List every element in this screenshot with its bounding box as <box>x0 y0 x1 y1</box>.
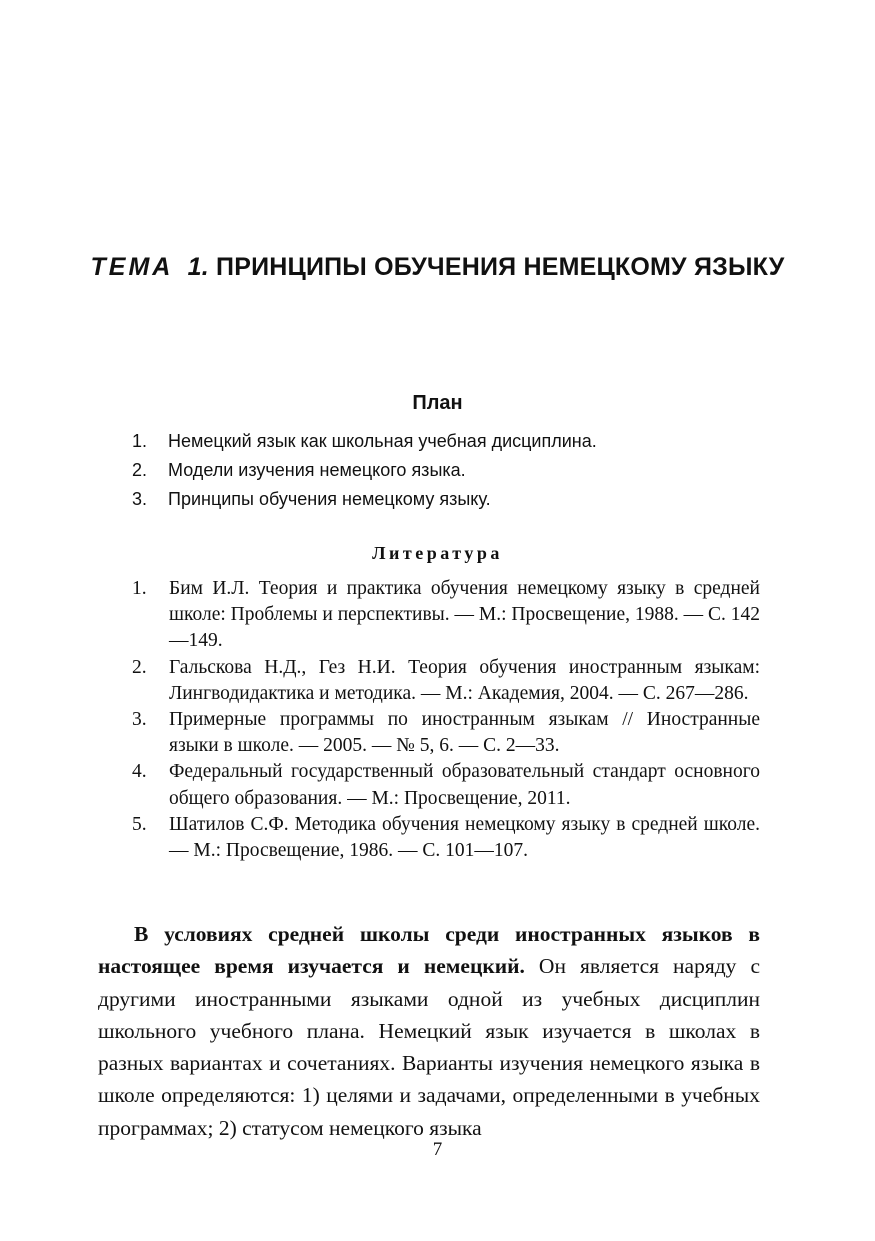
literature-title: Литература <box>372 543 503 563</box>
literature-item-text: Гальскова Н.Д., Гез Н.И. Теория обучения иностранным языкам: Лингводидактика и методика. — М.: Академия, 2004. — С. 267—286. <box>169 656 760 704</box>
page-number: 7 <box>432 1139 443 1160</box>
literature-item <box>132 707 760 759</box>
literature-item <box>132 576 760 655</box>
body-bold-lead: В условиях средней школы среди иностранных языков в настоящее время изучается и немецкий. <box>98 922 760 979</box>
literature-item-number: 4. <box>132 761 147 783</box>
literature-item-number: 5. <box>132 813 147 835</box>
plan-item <box>132 485 772 514</box>
plan-item-number: 3. <box>132 489 148 509</box>
literature-item-text: Федеральный государственный образовательный стандарт основного общего образования. — М.: Просвещение, 2011. <box>169 761 760 809</box>
plan-item-text: Модели изучения немецкого языка. <box>168 460 466 480</box>
literature-item <box>132 812 760 864</box>
plan-item-number: 1. <box>132 431 148 451</box>
chapter-title: ПРИНЦИПЫ ОБУЧЕНИЯ НЕМЕЦКОМУ ЯЗЫКУ <box>216 253 785 281</box>
plan-list <box>132 427 772 514</box>
literature-list <box>132 576 760 864</box>
literature-item-number: 1. <box>132 578 147 599</box>
plan-item-number: 2. <box>132 460 148 480</box>
literature-item-number: 3. <box>132 709 147 731</box>
chapter-label: ТЕМА <box>90 253 174 281</box>
chapter-heading <box>60 250 815 284</box>
body-paragraph <box>98 918 760 1144</box>
plan-item-text: Немецкий язык как школьная учебная дисциплина. <box>168 431 597 451</box>
plan-item-text: Принципы обучения немецкому языку. <box>168 489 491 509</box>
literature-item-text: Бим И.Л. Теория и практика обучения немецкому языку в средней школе: Проблемы и перспективы. — М.: Просвещение, 1988. — С. 142—149. <box>169 578 760 652</box>
literature-item-text: Шатилов С.Ф. Методика обучения немецкому языку в средней школе. — М.: Просвещение, 1986. — С. 101—107. <box>169 813 760 862</box>
plan-item <box>132 456 772 485</box>
chapter-number: 1. <box>187 253 209 281</box>
plan-item <box>132 427 772 456</box>
plan-title: План <box>412 392 463 414</box>
literature-item-number: 2. <box>132 656 147 678</box>
body-text: Он является наряду с другими иностранными языками одной из учебных дисциплин школьного учебного плана. Немецкий язык изучается в школах в разных вариантах и сочетаниях. Варианты изучения немецкого языка в школе определяются: 1) целями и задачами, определенными в учебных программах; 2) статусом немецкого языка <box>98 954 760 1140</box>
literature-item <box>132 759 760 811</box>
literature-item <box>132 655 760 707</box>
literature-item-text: Примерные программы по иностранным языкам // Иностранные языки в школе. — 2005. — № 5, 6. — С. 2—33. <box>169 709 760 757</box>
